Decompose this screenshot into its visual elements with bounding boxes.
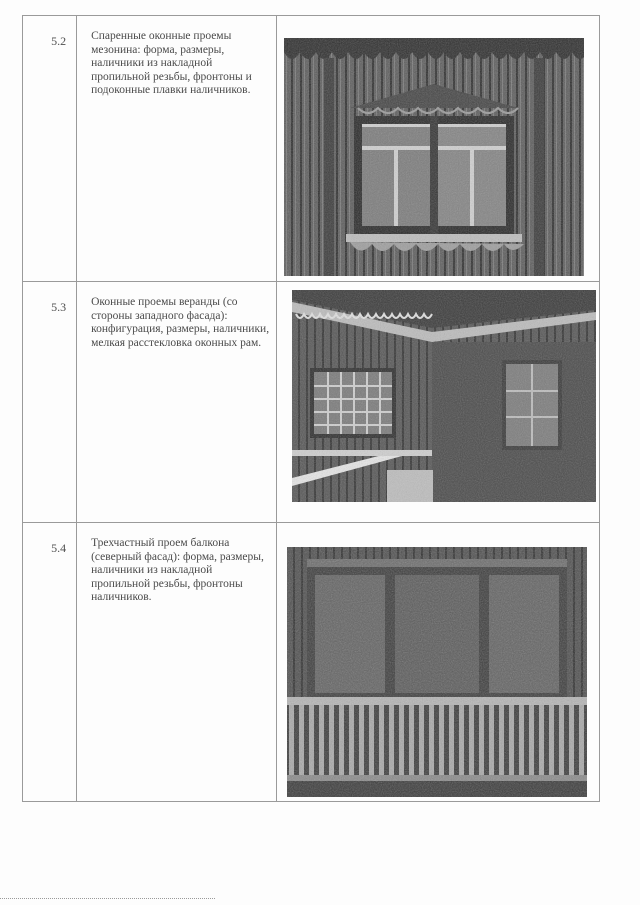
- balcony-three-part-opening-photo: [287, 547, 587, 797]
- table-row: [23, 523, 600, 802]
- footer-rule: [0, 898, 215, 899]
- row-number: 5.3: [51, 300, 67, 314]
- row-number: 5.2: [51, 34, 67, 48]
- mezzanine-paired-windows-photo: [284, 38, 584, 276]
- row-description: Спаренные оконные проемы мезонина: форма, размеры, наличники из накладной пропильной резьбы, фронтоны и подоконные плавки наличников.: [91, 30, 252, 97]
- row-description: Оконные проемы веранды (со стороны западного фасада): конфигурация, размеры, наличники, мелкая расстекловка оконных рам.: [91, 296, 270, 349]
- table-row: [23, 16, 600, 282]
- row-description: Трехчастный проем балкона (северный фасад): форма, размеры, наличники из накладной пропильной резьбы, фронтоны наличников.: [91, 537, 264, 604]
- row-photo-cell: [277, 16, 600, 282]
- table-row: [23, 282, 600, 523]
- row-description-cell: [77, 16, 277, 282]
- row-photo-cell: [277, 282, 600, 523]
- row-number: 5.4: [51, 541, 67, 555]
- row-number-cell: [23, 523, 77, 802]
- row-description-cell: [77, 282, 277, 523]
- row-number-cell: [23, 16, 77, 282]
- heritage-elements-table: [22, 15, 600, 802]
- row-number-cell: [23, 282, 77, 523]
- veranda-windows-photo: [292, 290, 596, 502]
- row-photo-cell: [277, 523, 600, 802]
- row-description-cell: [77, 523, 277, 802]
